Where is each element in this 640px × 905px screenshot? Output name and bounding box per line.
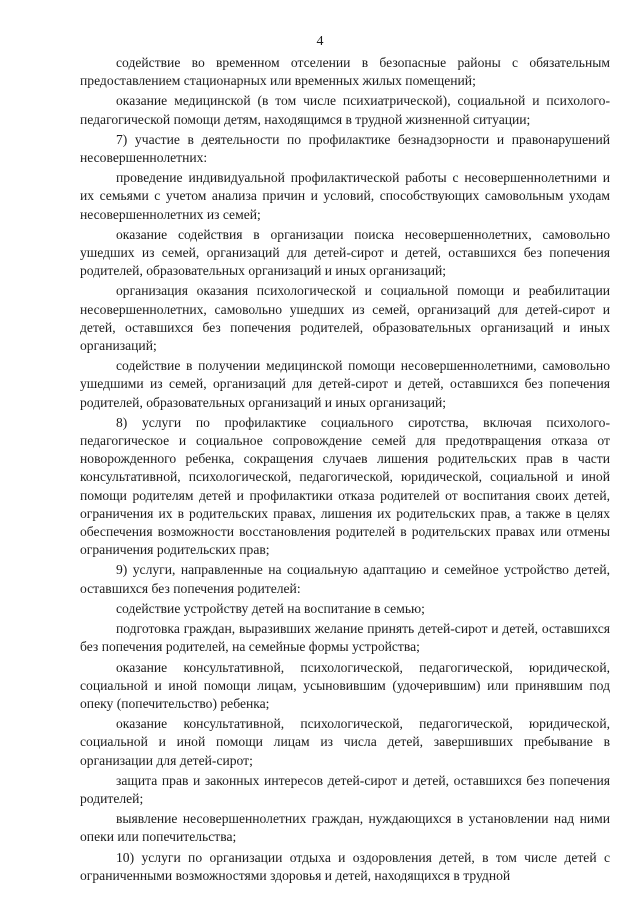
paragraph-7: содействие в получении медицинской помощи несовершеннолетними, самовольно ушедшими из семей, организаций для детей-сирот и детей, оставшихся без попечения родителей, образовательных организаций и иных организаций; [80, 358, 610, 410]
paragraph-15: выявление несовершеннолетних граждан, нуждающихся в установлении над ними опеки или попечительства; [80, 811, 610, 845]
page-number: 4 [316, 34, 324, 49]
paragraph-1: содействие во временном отселении в безопасные районы с обязательным предоставлением стационарных или временных жилых помещений; [80, 55, 610, 89]
paragraph-16: 10) услуги по организации отдыха и оздоровления детей, в том числе детей с ограниченными возможностями здоровья и детей, находящихся в трудной [80, 849, 610, 883]
paragraph-11: подготовка граждан, выразивших желание принять детей-сирот и детей, оставшихся без попечения родителей, на семейные формы устройства; [80, 621, 610, 655]
paragraph-5: оказание содействия в организации поиска несовершеннолетних, самовольно ушедших из семей, организаций для детей-сирот и детей, оставшихся без попечения родителей, образовательных организаций и иных организаций; [80, 226, 610, 279]
body-text [80, 54, 610, 887]
paragraph-14: защита прав и законных интересов детей-сирот и детей, оставшихся без попечения родителей; [80, 772, 610, 806]
paragraph-13: оказание консультативной, психологической, педагогической, юридической, социальной и иной помощи лицам из числа детей, завершивших пребывание в организации для детей-сирот; [80, 716, 610, 768]
paragraph-6: организация оказания психологической и социальной помощи и реабилитации несовершеннолетних, самовольно ушедших из семей, организаций для детей-сирот и детей, оставшихся без попечения родителей, образовательных организаций и иных организаций; [80, 283, 610, 354]
paragraph-10: содействие устройству детей на воспитание в семью; [116, 600, 425, 616]
paragraph-8: 8) услуги по профилактике социального сиротства, включая психолого-педагогическое и социальное сопровождение семей для предотвращения отказа от новорожденного ребенка, сокращения случаев лишения родительских прав в части консультативной, психологической, педагогической, юридической, социальной и иной помощи родителям детей и профилактики отказа родителей от воспитания своих детей, ограничения их в родительских правах, лишения их родительских прав, а также в целях обеспечения возможности восстановления родителей в родительских правах или отмены ограничения родительских прав; [80, 414, 610, 558]
paragraph-3: 7) участие в деятельности по профилактике безнадзорности и правонарушений несовершеннолетних: [80, 131, 610, 166]
paragraph-4: проведение индивидуальной профилактической работы с несовершеннолетними и их семьями с учетом анализа причин и условий, способствующих самовольным уходам несовершеннолетних из семей; [80, 170, 610, 222]
paragraph-12: оказание консультативной, психологической, педагогической, юридической, социальной и иной помощи лицам, усыновившим (удочерившим) или принявшим под опеку (попечительство) ребенка; [80, 659, 610, 711]
paragraph-9: 9) услуги, направленные на социальную адаптацию и семейное устройство детей, оставшихся без попечения родителей: [80, 562, 610, 596]
paragraph-2: оказание медицинской (в том числе психиатрической), социальной и психолого-педагогической помощи детям, находящимся в трудной жизненной ситуации; [80, 93, 610, 127]
